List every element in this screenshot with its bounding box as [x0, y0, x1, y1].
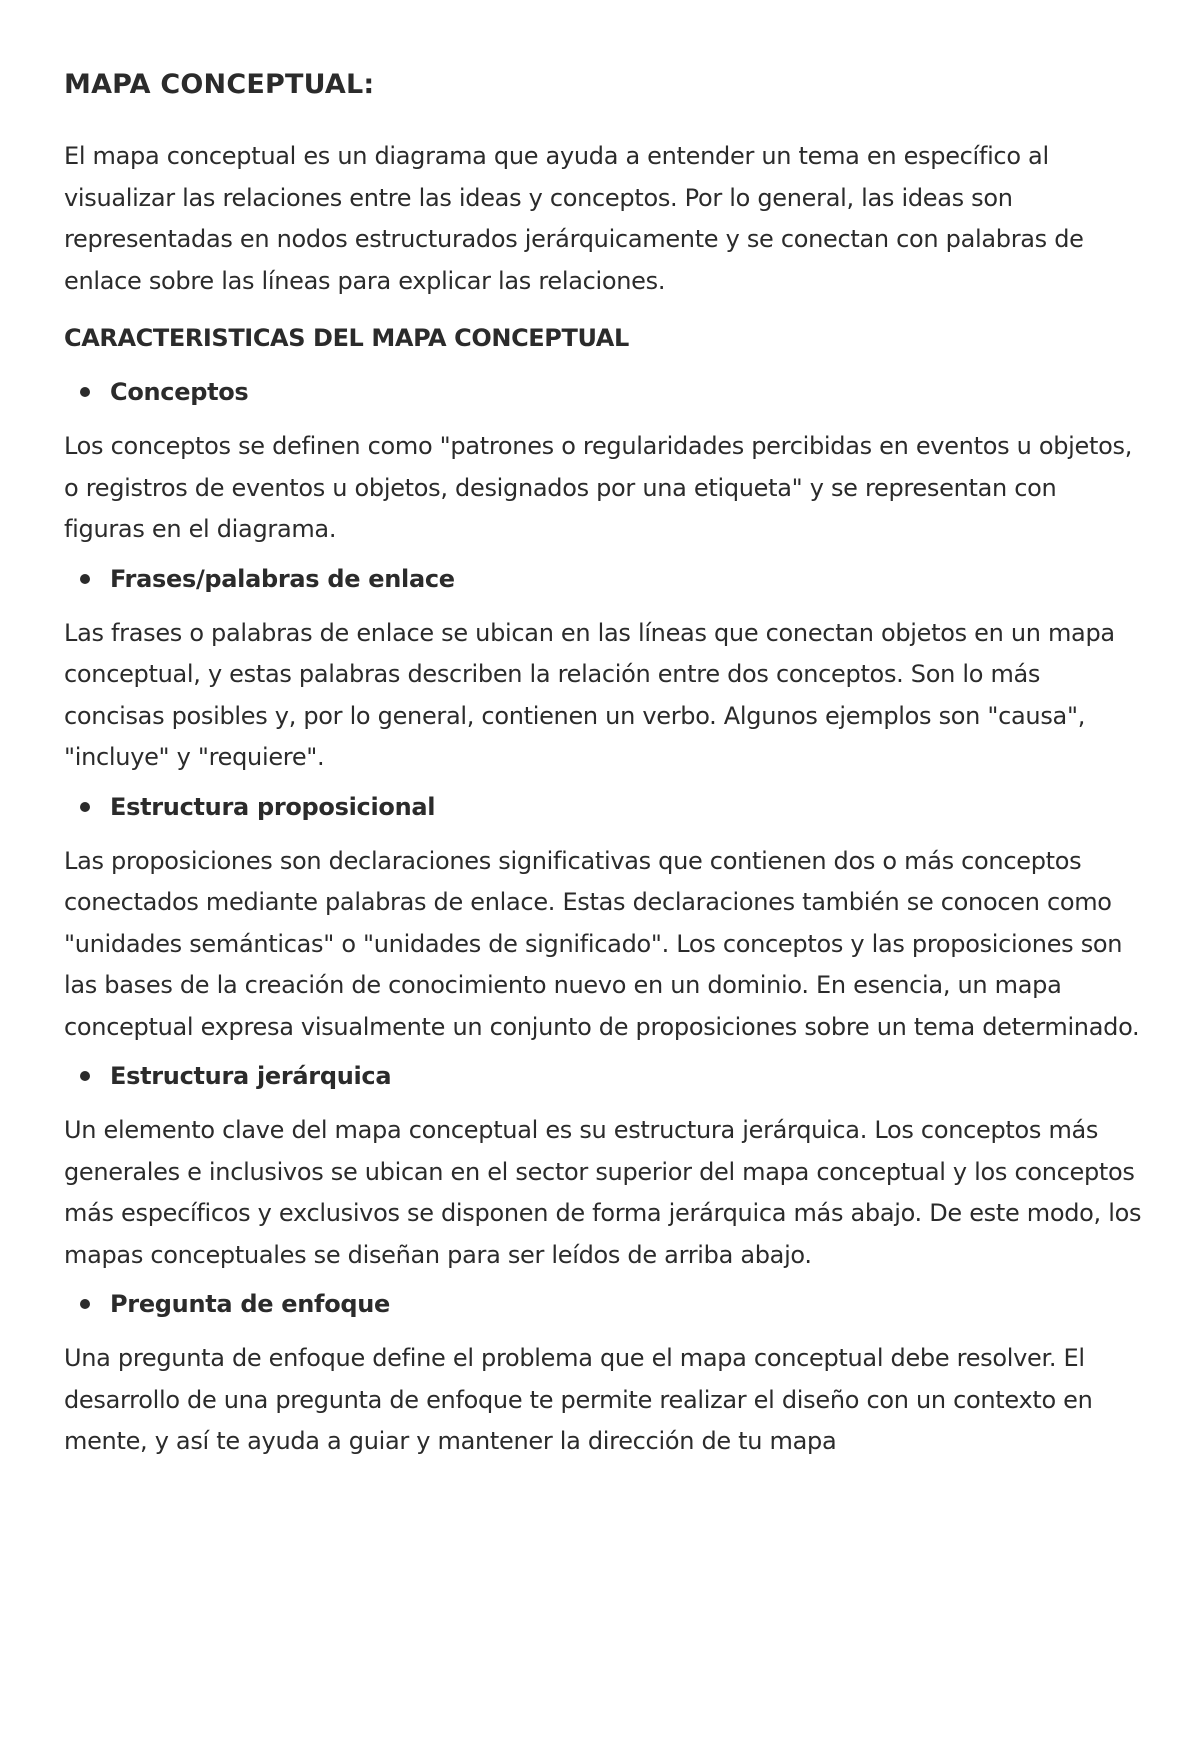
bullet-icon	[80, 1299, 90, 1309]
page-title: MAPA CONCEPTUAL:	[64, 69, 375, 100]
section-heading: CARACTERISTICAS DEL MAPA CONCEPTUAL	[64, 324, 629, 352]
feature-title: Pregunta de enfoque	[110, 1290, 391, 1318]
feature-frases-enlace	[64, 559, 1144, 779]
feature-pregunta-enfoque	[64, 1284, 1144, 1463]
intro-paragraph: El mapa conceptual es un diagrama que ayuda a entender un tema en específico al visualizar las relaciones entre las ideas y conceptos. Por lo general, las ideas son representadas en nodos estructurados jerárquicamente y se conectan con palabras de enlace sobre las líneas para explicar las relaciones.	[64, 142, 1084, 295]
feature-body: Las proposiciones son declaraciones significativas que contienen dos o más conceptos conectados mediante palabras de enlace. Estas declaraciones también se conocen como "unidades semánticas" o "unidades de significado". Los conceptos y las proposiciones son las bases de la creación de conocimiento nuevo en un dominio. En esencia, un mapa conceptual expresa visualmente un conjunto de proposiciones sobre un tema determinado.	[64, 846, 1140, 1041]
feature-body: Una pregunta de enfoque define el problema que el mapa conceptual debe resolver. El desarrollo de una pregunta de enfoque te permite realizar el diseño con un contexto en mente, y así te ayuda a guiar y mantener la dirección de tu mapa	[64, 1344, 1093, 1455]
feature-title: Estructura jerárquica	[110, 1062, 392, 1090]
feature-title: Estructura proposicional	[110, 792, 436, 821]
bullet-icon	[80, 387, 90, 397]
feature-heading	[80, 1056, 1144, 1096]
document-page	[64, 66, 1144, 1467]
feature-body: Los conceptos se definen como "patrones o regularidades percibidas en eventos u objetos, o registros de eventos u objetos, designados por una etiqueta" y se representan con figuras en el diagrama.	[64, 432, 1133, 543]
feature-heading	[80, 559, 1144, 599]
feature-title: Conceptos	[110, 378, 249, 406]
feature-conceptos	[64, 372, 1144, 551]
bullet-icon	[80, 1071, 90, 1081]
bullet-icon	[80, 802, 90, 812]
bullet-icon	[80, 574, 90, 584]
feature-heading	[80, 372, 1144, 412]
feature-heading	[80, 787, 1144, 827]
feature-estructura-jerarquica	[64, 1056, 1144, 1276]
feature-title: Frases/palabras de enlace	[110, 564, 455, 593]
feature-body: Las frases o palabras de enlace se ubican en las líneas que conectan objetos en un mapa conceptual, y estas palabras describen la relación entre dos conceptos. Son lo más concisas posibles y, por lo general, contienen un verbo. Algunos ejemplos son "causa", "incluye" y "requiere".	[64, 618, 1115, 771]
feature-estructura-proposicional	[64, 787, 1144, 1049]
feature-body: Un elemento clave del mapa conceptual es su estructura jerárquica. Los conceptos más generales e inclusivos se ubican en el sector superior del mapa conceptual y los conceptos más específicos y exclusivos se disponen de forma jerárquica más abajo. De este modo, los mapas conceptuales se diseñan para ser leídos de arriba abajo.	[64, 1116, 1142, 1269]
feature-heading	[80, 1284, 1144, 1324]
